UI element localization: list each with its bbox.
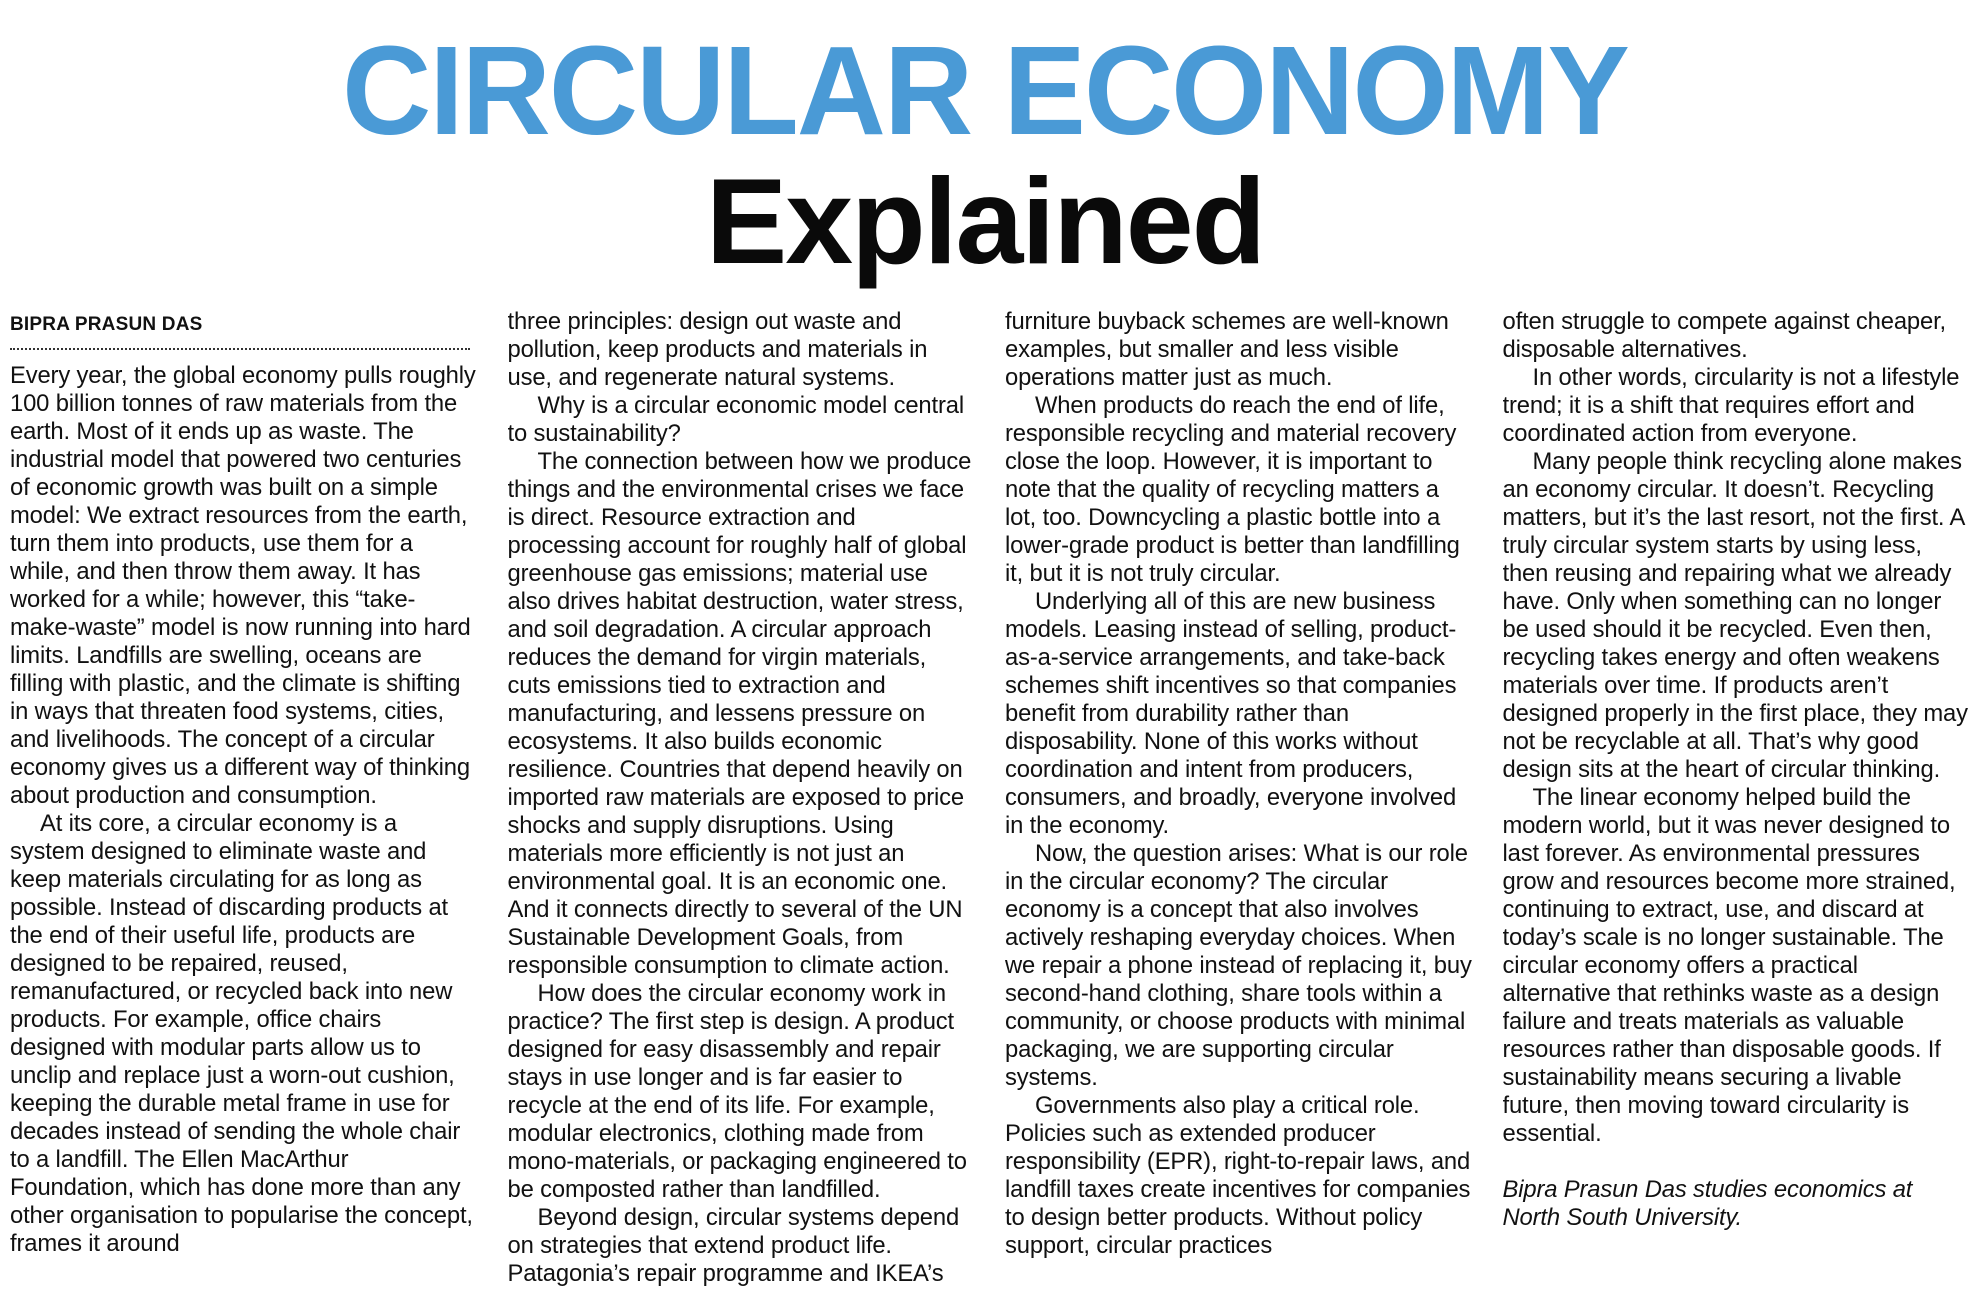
article-column-1 [10,308,478,1298]
article-column-3 [1005,308,1473,1298]
paragraph: When products do reach the end of life, responsible recycling and material recovery close the loop. However, it is important to note that the quality of recycling matters a lot, too. Downcycling a plastic bottle into a lower-grade product is better than landfilling it, but it is not truly circular. [1005,392,1460,587]
paragraph: Beyond design, circular systems depend on strategies that extend product life. Patagonia’s repair programme and IKEA’s [507,1204,960,1287]
paragraph: The connection between how we produce things and the environmental crises we face is direct. Resource extraction and processing account for roughly half of global greenhouse gas emissions; material use also drives habitat destruction, water stress, and soil degradation. A circular approach reduces the demand for virgin materials, cuts emissions tied to extraction and manufacturing, and lessens pressure on ecosystems. It also builds economic resilience. Countries that depend heavily on imported raw materials are exposed to price shocks and supply disruptions. Using materials more efficiently is not just an environmental goal. It is an economic one. And it connects directly to several of the UN Sustainable Development Goals, from responsible consumption to climate action. [507,448,972,979]
article-column-2 [508,308,976,1298]
paragraph: Many people think recycling alone makes an economy circular. It doesn’t. Recycling matters, but it’s the last resort, not the first. A truly circular system starts by using less, then reusing and repairing what we already have. Only when something can no longer be used should it be recycled. Even then, recycling takes energy and often weakens materials over time. If products aren’t designed properly in the first place, they may not be recyclable at all. That’s why good design sits at the heart of circular thinking. [1502,448,1968,783]
byline: BIPRA PRASUN DAS [10,312,470,350]
paragraph: In other words, circularity is not a lifestyle trend; it is a shift that requires effort and coordinated action from everyone. [1502,364,1960,447]
paragraph: The linear economy helped build the modern world, but it was never designed to last forever. As environmental pressures grow and resources become more strained, continuing to extract, use, and discard at today’s scale is no longer sustainable. The circular economy offers a practical alternative that rethinks waste as a design failure and treats materials as valuable resources rather than disposable goods. If sustainability means securing a livable future, then moving toward circularity is essential. [1502,784,1956,1147]
article-column-4 [1503,308,1970,1298]
paragraph: Why is a circular economic model central to sustainability? [507,392,964,447]
headline-title: CIRCULAR ECONOMY [342,20,1628,161]
paragraph: Governments also play a critical role. Policies such as extended producer responsibility (EPR), right-to-repair laws, and landfill taxes create incentives for companies to design better products. Without policy support, circular practices [1005,1092,1471,1259]
paragraph: Underlying all of this are new business models. Leasing instead of selling, product-as-a-service arrangements, and take-back schemes shift incentives so that companies benefit from durability rather than disposability. None of this works without coordination and intent from producers, consumers, and broadly, everyone involved in the economy. [1005,588,1457,839]
paragraph: furniture buyback schemes are well-known examples, but smaller and less visible operations matter just as much. [1005,308,1449,391]
paragraph: three principles: design out waste and pollution, keep products and materials in use, and regenerate natural systems. [507,308,928,391]
paragraph: At its core, a circular economy is a system designed to eliminate waste and keep materials circulating for as long as possible. Instead of discarding products at the end of their useful life, products are designed to be repaired, reused, remanufactured, or recycled back into new products. For example, office chairs designed with modular parts allow us to unclip and replace just a worn-out cushion, keeping the durable metal frame in use for decades instead of sending the whole chair to a landfill. The Ellen MacArthur Foundation, which has done more than any other organisation to popularise the concept, frames it around [10,810,473,1257]
paragraph: Now, the question arises: What is our role in the circular economy? The circular economy is a concept that also involves actively reshaping everyday choices. When we repair a phone instead of replacing it, buy second-hand clothing, share tools within a community, or choose products with minimal packaging, we are supporting circular systems. [1005,840,1472,1091]
paragraph: Every year, the global economy pulls roughly 100 billion tonnes of raw materials from the earth. Most of it ends up as waste. The industrial model that powered two centuries of economic growth was built on a simple model: We extract resources from the earth, turn them into products, use them for a while, and then throw them away. It has worked for a while; however, this “take-make-waste” model is now running into hard limits. Landfills are swelling, oceans are filling with plastic, and the climate is shifting in ways that threaten food systems, cities, and livelihoods. The concept of a circular economy gives us a different way of thinking about production and consumption. [10,362,476,809]
headline-subtitle: Explained [705,153,1265,289]
author-bio: Bipra Prasun Das studies economics at North South University. [1502,1176,1913,1231]
article-body [10,308,1970,1298]
paragraph: How does the circular economy work in practice? The first step is design. A product designed for easy disassembly and repair stays in use longer and is far easier to recycle at the end of its life. For example, modular electronics, clothing made from mono-materials, or packaging engineered to be composted rather than landfilled. [507,980,967,1203]
paragraph: often struggle to compete against cheaper, disposable alternatives. [1502,308,1946,363]
